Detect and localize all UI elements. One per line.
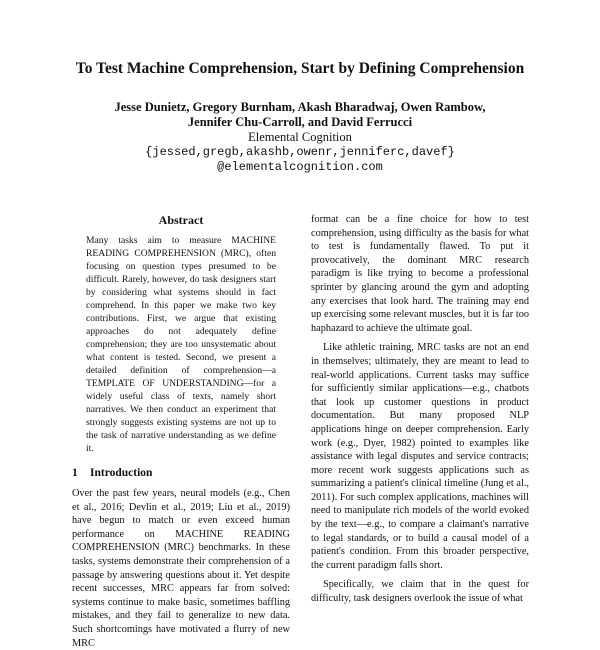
author-names-line-1: Jesse Dunietz, Gregory Burnham, Akash Bharadwaj, Owen Rambow,	[114, 100, 486, 114]
affiliation: Elemental Cognition	[248, 130, 352, 144]
abstract-heading: Abstract	[158, 213, 204, 227]
section-heading-introduction	[72, 467, 290, 479]
right-column	[311, 213, 529, 606]
right-paragraph-3: Specifically, we claim that in the quest for difficulty, task designers overlook the issue of what	[311, 579, 529, 605]
left-column	[72, 213, 290, 650]
emails-line-1: {jessed,gregb,akashb,owenr,jenniferc,davef}	[145, 145, 455, 159]
author-names-line-2: Jennifer Chu-Carroll, and David Ferrucci	[187, 115, 413, 129]
author-block	[0, 100, 600, 175]
right-paragraph-2: Like athletic training, MRC tasks are not an end in themselves; ultimately, they are meant to lead to real-world applications. Current tasks may suffice for sufficiently similar applications—e.g., chatbots that look up customer questions in product documentation. But many proposed NLP applications hinge on deeper comprehension. Early work (e.g., Dyer, 1982) pointed to examples like assistance with legal disputes and service contracts; more recent work suggests applications such as summarizing a patient's clinical timeline (Jung et al., 2011). For such complex applications, machines will need to manipulate rich models of the world evoked by the text—e.g., to compare a claimant's narrative to legal standards, or to build a causal model of a patient's condition. From this broader perspective, the current paradigm falls short.	[311, 342, 529, 571]
right-paragraph-1: format can be a fine choice for how to test comprehension, using difficulty as the basis for what to test is fundamentally flawed. To put it provocatively, the dominant MRC research paradigm is like trying to become a professional sprinter by glancing around the gym and adopting any exercises that look hard. The training may end up exercising some relevant muscles, but it is far too haphazard to achieve the ultimate goal.	[311, 214, 529, 334]
abstract-text: Many tasks aim to measure MACHINE READING COMPREHENSION (MRC), often focusing on question types presumed to be difficult. Rarely, however, do task designers start by considering what systems should in fact comprehend. In this paper we make two key contributions. First, we argue that existing approaches do not adequately define comprehension; they are too unsystematic about what content is tested. Second, we present a detailed definition of comprehension—a TEMPLATE OF UNDERSTANDING—for a widely useful class of texts, namely short narratives. We then conduct an experiment that strongly suggests existing systems are not up to the task of narrative understanding as we define it.	[86, 235, 276, 454]
introduction-paragraph-1: Over the past few years, neural models (e.g., Chen et al., 2016; Devlin et al., 2019; Liu et al., 2019) have begun to match or even exceed human performance on MACHINE READING COMPREHENSION (MRC) benchmarks. In these tasks, systems demonstrate their comprehension of a passage by answering questions about it. Yet despite recent successes, MRC appears far from solved: systems continue to make basic, sometimes baffling mistakes, and they fail to generalize to new data. Such shortcomings have motivated a flurry of new MRC	[72, 488, 290, 649]
paper-title: To Test Machine Comprehension, Start by Defining Comprehension	[75, 60, 525, 77]
section-title: Introduction	[90, 467, 153, 479]
section-number: 1	[72, 467, 78, 479]
emails-line-2: @elementalcognition.com	[217, 160, 383, 174]
